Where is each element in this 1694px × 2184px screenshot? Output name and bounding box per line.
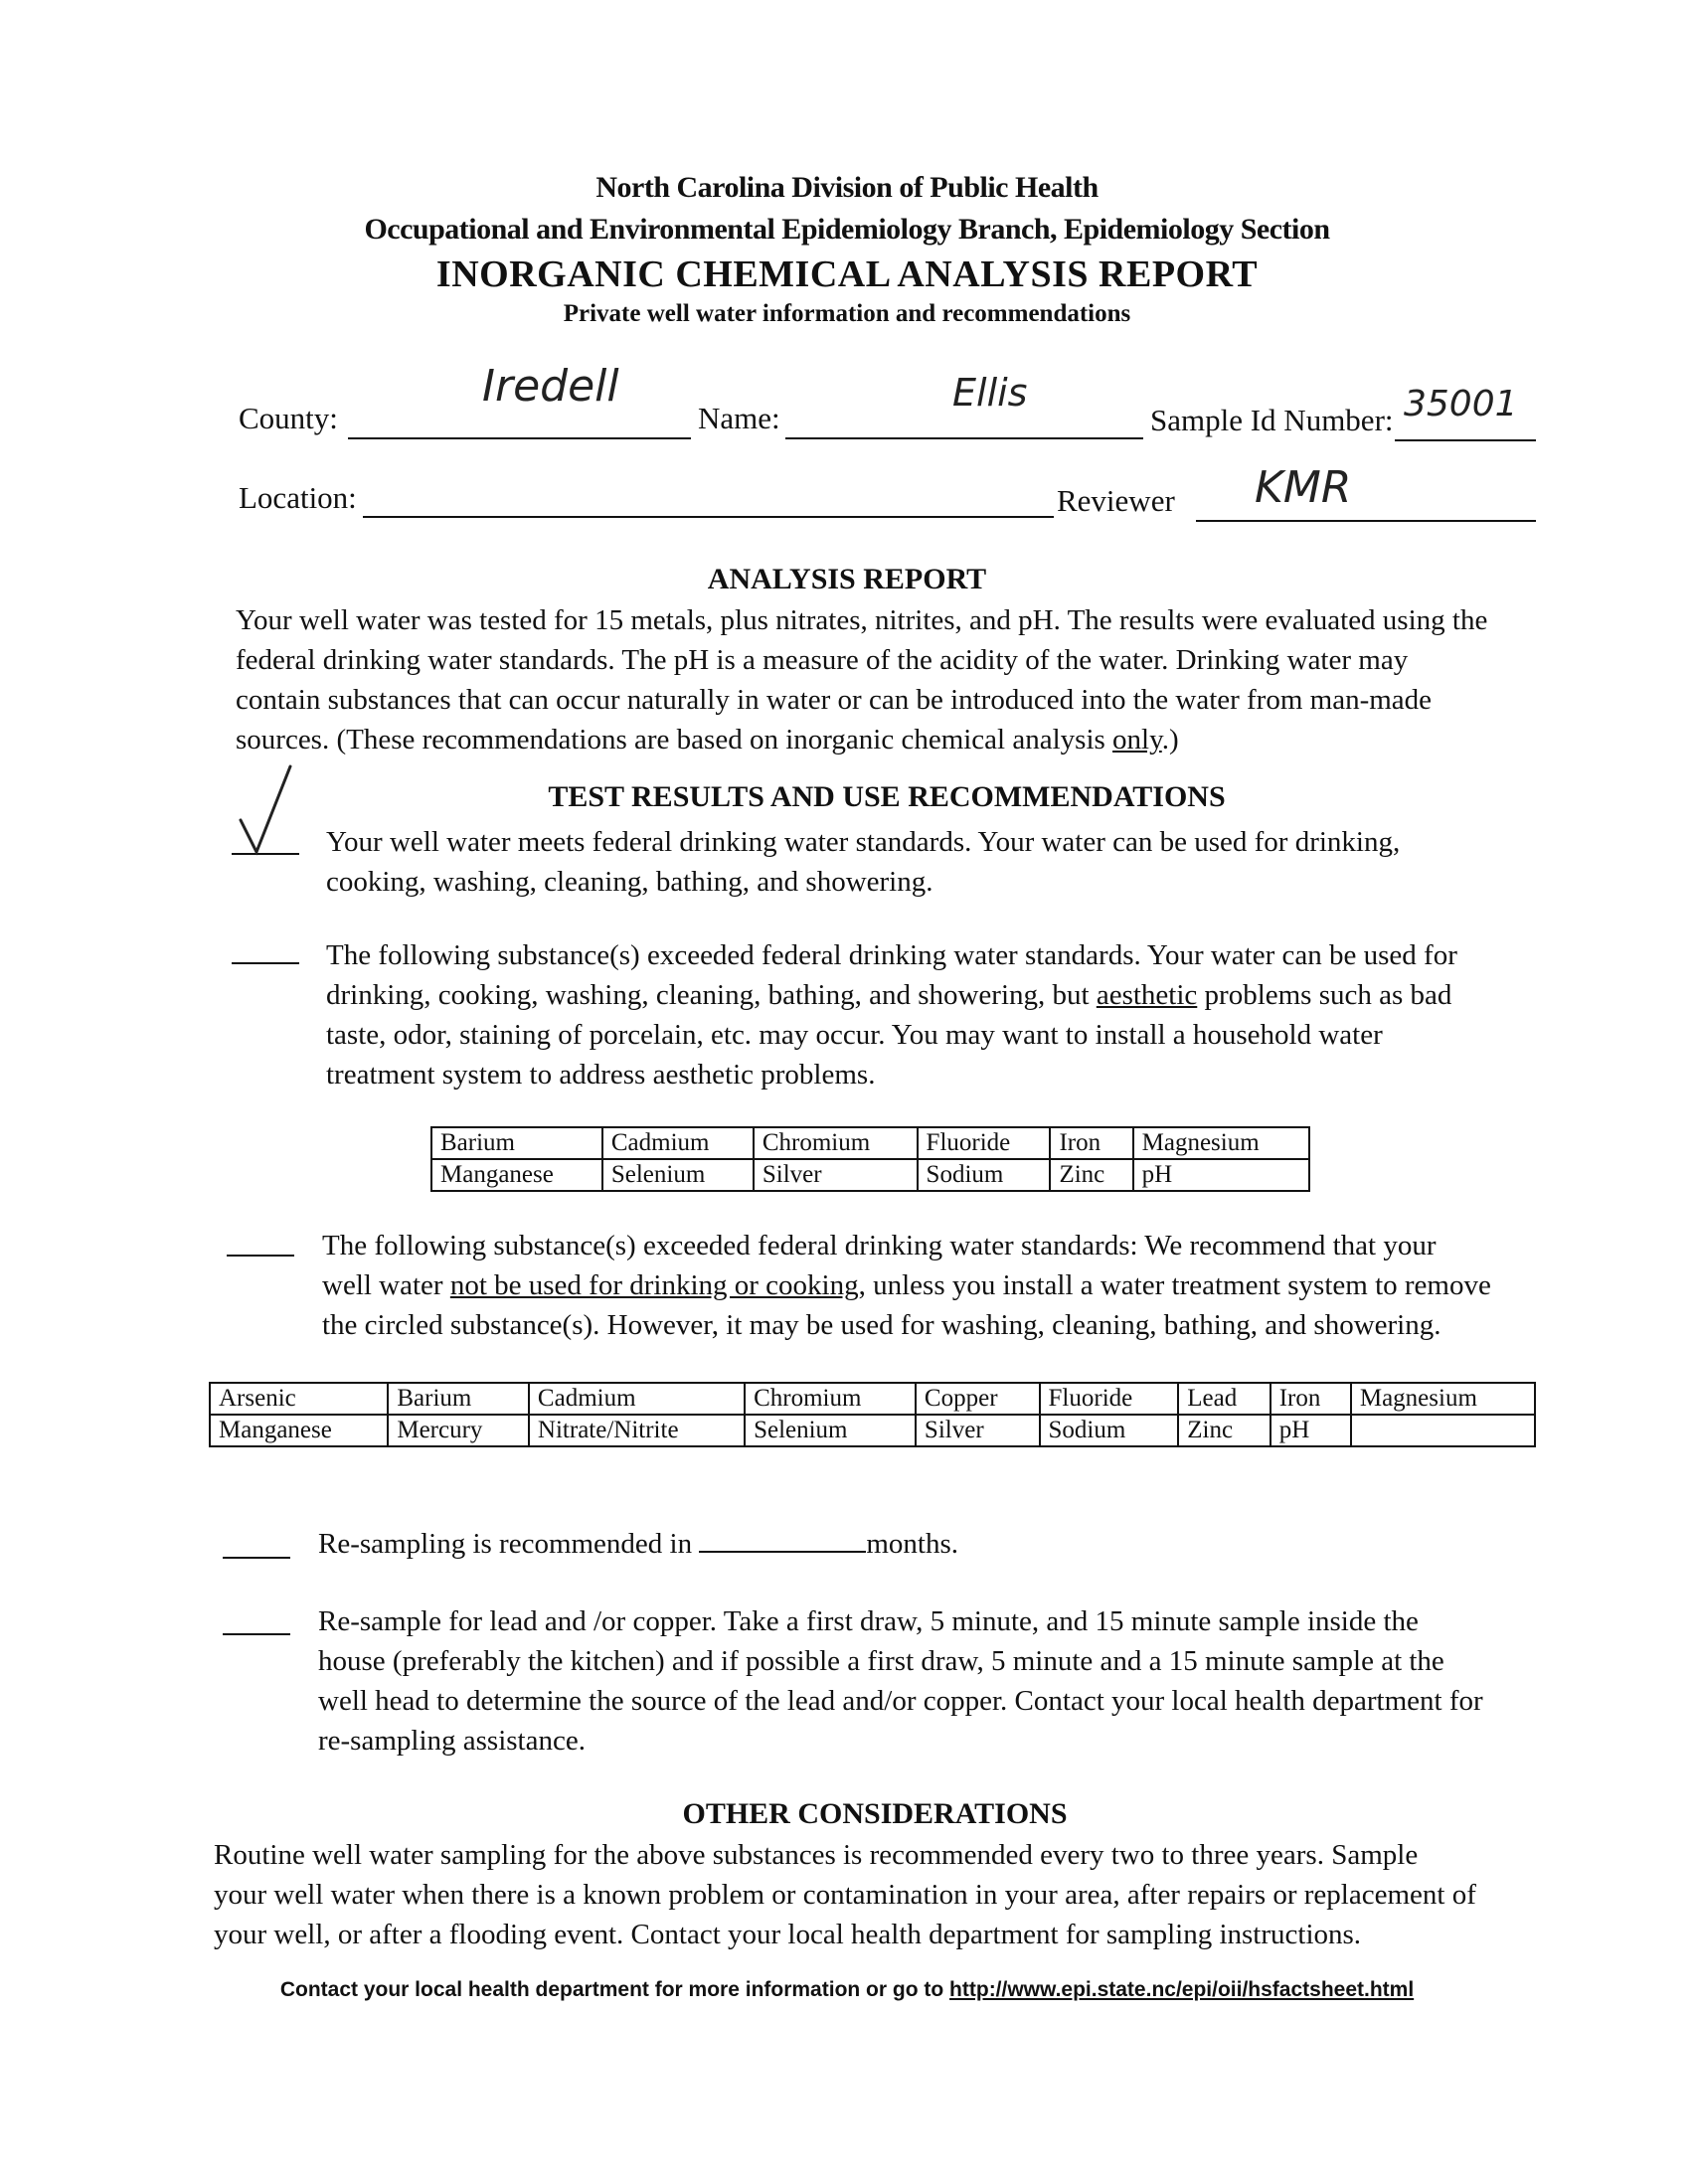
substance-cell[interactable]: Zinc	[1178, 1415, 1270, 1446]
county-line	[348, 437, 691, 439]
location-line	[363, 516, 1054, 518]
option-meets-standards-text: Your well water meets federal drinking water standards. Your water can be used for drinking, cooking, washing, cleaning, bathing, and showering.	[326, 826, 1401, 898]
analysis-line: sources. (These recommendations are based on inorganic chemical analysis only.)	[236, 724, 1179, 756]
substance-cell[interactable]: Fluoride	[1040, 1383, 1179, 1415]
aesthetic-table-row	[431, 1159, 1309, 1191]
substance-cell[interactable]: Iron	[1270, 1383, 1351, 1415]
option-not-drinking-text: The following substance(s) exceeded federal drinking water standards: We recommend that your well water not be used for drinking or cooking, unless you install a water treatment system to remove the circled substance(s). However, it may be used for washing, cleaning, bathing, and showering.	[322, 1230, 1491, 1341]
reviewer-line	[1196, 520, 1536, 522]
report-subtitle: Private well water information and recommendations	[563, 300, 1131, 327]
sample-id-label: Sample Id Number:	[1150, 403, 1394, 437]
substance-cell[interactable]: Barium	[388, 1383, 529, 1415]
org-name: North Carolina Division of Public Health	[595, 171, 1099, 204]
resample-months-field[interactable]	[699, 1527, 866, 1553]
substance-cell[interactable]: Lead	[1178, 1383, 1270, 1415]
substance-cell[interactable]: Iron	[1050, 1127, 1132, 1159]
checkmark-icon	[237, 760, 306, 860]
substance-cell[interactable]: Barium	[431, 1127, 602, 1159]
substance-cell[interactable]: Fluoride	[918, 1127, 1051, 1159]
substance-cell[interactable]: Manganese	[431, 1159, 602, 1191]
sample-id-value[interactable]: 35001	[1404, 384, 1518, 424]
substance-cell[interactable]: Copper	[916, 1383, 1040, 1415]
substance-cell[interactable]: Zinc	[1050, 1159, 1132, 1191]
substance-cell[interactable]: Sodium	[1040, 1415, 1179, 1446]
substance-cell[interactable]: Silver	[916, 1415, 1040, 1446]
analysis-paragraph	[236, 600, 1487, 759]
analysis-line: Your well water was tested for 15 metals, plus nitrates, nitrites, and pH. The results were evaluated using the	[236, 604, 1488, 636]
aesthetic-substances-table	[430, 1126, 1310, 1192]
other-paragraph: Routine well water sampling for the above substances is recommended every two to three years. Sample your well water when there is a known problem or contamination in your area, after repairs or replacement of your well, or after a flooding event. Contact your local health department for sampling instructions.	[214, 1839, 1476, 1950]
branch-name: Occupational and Environmental Epidemiology Branch, Epidemiology Section	[364, 213, 1330, 246]
reviewer-label: Reviewer	[1057, 483, 1175, 518]
option-lead-copper-blank[interactable]	[223, 1633, 290, 1635]
substance-cell[interactable]: Manganese	[210, 1415, 388, 1446]
other-title: OTHER CONSIDERATIONS	[682, 1797, 1068, 1830]
name-label: Name:	[698, 401, 780, 435]
analysis-line: contain substances that can occur naturally in water or can be introduced into the water from man-made	[236, 684, 1433, 716]
option-aesthetic-text: The following substance(s) exceeded federal drinking water standards. Your water can be used for drinking, cooking, washing, cleaning, bathing, and showering, but aesthetic problems such as bad taste, odor, staining of porcelain, etc. may occur. You may want to install a household water treatment system to address aesthetic problems.	[326, 939, 1457, 1091]
substance-cell[interactable]: Selenium	[745, 1415, 916, 1446]
county-label: County:	[239, 401, 338, 435]
substance-cell[interactable]: Cadmium	[602, 1127, 754, 1159]
substance-cell[interactable]: Sodium	[918, 1159, 1051, 1191]
substance-cell[interactable]: pH	[1270, 1415, 1351, 1446]
substance-cell[interactable]: Chromium	[754, 1127, 918, 1159]
health-table-row	[210, 1415, 1535, 1446]
analysis-title: ANALYSIS REPORT	[707, 563, 987, 595]
factsheet-link[interactable]: http://www.epi.state.nc/epi/oii/hsfactsheet.html	[949, 1978, 1415, 2001]
footer: Contact your local health department for more information or go to http://www.epi.state.nc/epi/oii/hsfactsheet.html	[279, 1978, 1415, 2001]
substance-cell[interactable]: Mercury	[388, 1415, 529, 1446]
substance-cell[interactable]: pH	[1133, 1159, 1309, 1191]
substance-cell[interactable]: Nitrate/Nitrite	[529, 1415, 745, 1446]
substance-cell[interactable]: Magnesium	[1351, 1383, 1535, 1415]
aesthetic-table-row	[431, 1127, 1309, 1159]
substance-cell[interactable]: Chromium	[745, 1383, 916, 1415]
health-table-row	[210, 1383, 1535, 1415]
name-line	[785, 437, 1143, 439]
county-value[interactable]: Iredell	[482, 361, 619, 412]
substance-cell[interactable]: Arsenic	[210, 1383, 388, 1415]
option-not-drinking-blank[interactable]	[227, 1255, 294, 1257]
health-substances-table	[209, 1382, 1536, 1447]
report-title: INORGANIC CHEMICAL ANALYSIS REPORT	[435, 253, 1259, 295]
option-resample-text: Re-sampling is recommended in months.	[318, 1528, 959, 1560]
option-aesthetic-blank[interactable]	[232, 962, 299, 964]
location-label: Location:	[239, 480, 357, 515]
reviewer-value[interactable]: KMR	[1255, 462, 1352, 513]
substance-cell[interactable]	[1351, 1415, 1535, 1446]
sample-id-line	[1395, 439, 1536, 441]
substance-cell[interactable]: Selenium	[602, 1159, 754, 1191]
substance-cell[interactable]: Silver	[754, 1159, 918, 1191]
substance-cell[interactable]: Magnesium	[1133, 1127, 1309, 1159]
option-resample-blank[interactable]	[223, 1557, 290, 1559]
analysis-line: federal drinking water standards. The pH is a measure of the acidity of the water. Drinking water may	[236, 644, 1409, 676]
substance-cell[interactable]: Cadmium	[529, 1383, 745, 1415]
option-lead-copper-text: Re-sample for lead and /or copper. Take a first draw, 5 minute, and 15 minute sample inside the house (preferably the kitchen) and if possible a first draw, 5 minute and a 15 minute sample at the well head to determine the source of the lead and/or copper. Contact your local health department for re-sampling assistance.	[318, 1605, 1483, 1757]
name-value[interactable]: Ellis	[952, 371, 1028, 415]
results-title: TEST RESULTS AND USE RECOMMENDATIONS	[548, 780, 1226, 813]
